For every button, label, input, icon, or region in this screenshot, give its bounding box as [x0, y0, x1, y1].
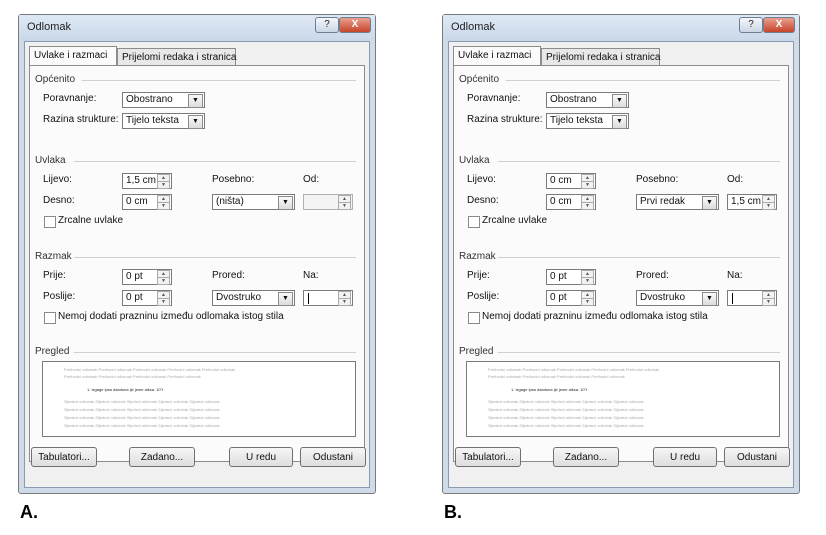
- preview-next-line: Sljedeći odlomak Sljedeći odlomak Sljedeći odlomak Sljedeći odlomak Sljedeći odlomak: [64, 399, 220, 404]
- cancel-button[interactable]: Odustani: [724, 447, 790, 467]
- outline-level-label: Razina strukture:: [467, 114, 543, 125]
- spin-up-icon[interactable]: ▲: [157, 174, 170, 182]
- chevron-down-icon: ▼: [612, 115, 627, 129]
- preview-next-line: Sljedeći odlomak Sljedeći odlomak Sljedeći odlomak Sljedeći odlomak Sljedeći odlomak: [488, 399, 644, 404]
- spin-down-icon[interactable]: ▼: [157, 202, 170, 210]
- paragraph-dialog-b: [442, 14, 800, 494]
- outline-level-value: Tijelo teksta: [126, 115, 179, 126]
- dialog-body: [448, 41, 794, 488]
- spin-up-icon[interactable]: ▲: [581, 291, 594, 299]
- section-indent-heading: Uvlaka: [35, 155, 66, 166]
- preview-next-line: Sljedeći odlomak Sljedeći odlomak Sljedeći odlomak Sljedeći odlomak Sljedeći odlomak: [64, 415, 220, 420]
- tab-line-page-breaks[interactable]: Prijelomi redaka i stranica: [117, 48, 236, 65]
- section-general-heading: Općenito: [459, 74, 500, 85]
- divider: [498, 257, 780, 258]
- preview-main-line: 1. Izgage ipsa datotona ije jeme alksa. 10"I: [511, 387, 588, 392]
- tabs-button[interactable]: Tabulatori...: [455, 447, 521, 467]
- indent-left-label: Lijevo:: [467, 174, 496, 185]
- preview-prev-line: Prethodni odlomak Prethodni odlomak Prethodni odlomak Prethodni odlomak Prethodni odlomak: [64, 367, 236, 372]
- mirror-indents-checkbox[interactable]: [468, 216, 480, 228]
- preview-box: [42, 361, 356, 437]
- indent-right-value: 0 cm: [550, 196, 572, 207]
- indent-left-label: Lijevo:: [43, 174, 72, 185]
- preview-box: [466, 361, 780, 437]
- spacing-before-spinner[interactable]: [122, 269, 172, 285]
- no-space-same-style-checkbox[interactable]: [468, 312, 480, 324]
- indent-by-label: Od:: [303, 174, 320, 185]
- line-spacing-at-label: Na:: [303, 270, 319, 281]
- line-spacing-label: Prored:: [636, 270, 669, 281]
- spacing-before-spinner[interactable]: [546, 269, 596, 285]
- spacing-after-label: Poslije:: [43, 291, 76, 302]
- section-preview-heading: Pregled: [459, 346, 494, 357]
- spacing-before-value: 0 pt: [550, 271, 567, 282]
- text-caret: [732, 293, 733, 304]
- outline-level-select[interactable]: [122, 113, 205, 129]
- indent-left-value: 1,5 cm: [126, 175, 157, 186]
- spacing-after-label: Poslije:: [467, 291, 500, 302]
- figure-label-a: A.: [20, 502, 38, 522]
- spin-down-icon[interactable]: ▼: [157, 298, 170, 306]
- spin-up-icon[interactable]: ▲: [157, 195, 170, 203]
- divider: [82, 80, 356, 81]
- alignment-select[interactable]: [546, 92, 629, 108]
- spin-down-icon[interactable]: ▼: [762, 298, 775, 306]
- chevron-down-icon: ▼: [278, 196, 293, 210]
- outline-level-label: Razina strukture:: [43, 114, 119, 125]
- tab-indents-spacing[interactable]: Uvlake i razmaci: [453, 46, 541, 65]
- alignment-value: Obostrano: [550, 94, 597, 105]
- spin-up-icon[interactable]: ▲: [581, 195, 594, 203]
- tab-indents-spacing[interactable]: Uvlake i razmaci: [29, 46, 117, 65]
- section-spacing-heading: Razmak: [459, 251, 496, 262]
- paragraph-dialog-a: [18, 14, 376, 494]
- chevron-down-icon: ▼: [612, 94, 627, 108]
- indent-left-spinner[interactable]: [546, 173, 596, 189]
- ok-button[interactable]: U redu: [229, 447, 293, 467]
- indent-right-label: Desno:: [467, 195, 499, 206]
- divider: [506, 80, 780, 81]
- spacing-after-value: 0 pt: [550, 292, 567, 303]
- line-spacing-select[interactable]: [212, 290, 295, 306]
- special-indent-value: (ništa): [216, 196, 244, 207]
- spin-up-icon[interactable]: ▲: [581, 270, 594, 278]
- close-button[interactable]: X: [763, 17, 795, 33]
- tab-line-page-breaks[interactable]: Prijelomi redaka i stranica: [541, 48, 660, 65]
- special-indent-select[interactable]: [636, 194, 719, 210]
- indent-right-spinner[interactable]: [546, 194, 596, 210]
- divider: [498, 352, 780, 353]
- spin-up-icon[interactable]: ▲: [157, 291, 170, 299]
- default-button[interactable]: Zadano...: [553, 447, 619, 467]
- spin-up-icon[interactable]: ▲: [338, 291, 351, 299]
- alignment-value: Obostrano: [126, 94, 173, 105]
- preview-next-line: Sljedeći odlomak Sljedeći odlomak Sljedeći odlomak Sljedeći odlomak Sljedeći odlomak: [488, 415, 644, 420]
- mirror-indents-label: Zrcalne uvlake: [58, 215, 124, 226]
- indent-right-spinner[interactable]: [122, 194, 172, 210]
- line-spacing-value: Dvostruko: [640, 292, 686, 303]
- spin-down-icon[interactable]: ▼: [338, 202, 351, 210]
- indent-right-label: Desno:: [43, 195, 75, 206]
- spin-up-icon[interactable]: ▲: [338, 195, 351, 203]
- alignment-label: Poravnanje:: [467, 93, 521, 104]
- dialog-title: Odlomak: [451, 21, 496, 33]
- line-spacing-value: Dvostruko: [216, 292, 262, 303]
- no-space-same-style-checkbox[interactable]: [44, 312, 56, 324]
- tab-panel: [29, 65, 365, 462]
- section-spacing-heading: Razmak: [35, 251, 72, 262]
- special-indent-label: Posebno:: [212, 174, 255, 185]
- indent-by-value: 1,5 cm: [731, 196, 762, 207]
- preview-main-line: 1. Izgage ipsa datotona ije jeme alksa. 10"I: [87, 387, 164, 392]
- spin-down-icon[interactable]: ▼: [581, 181, 594, 189]
- cancel-button[interactable]: Odustani: [300, 447, 366, 467]
- line-spacing-at-spinner[interactable]: [303, 290, 353, 306]
- alignment-select[interactable]: [122, 92, 205, 108]
- mirror-indents-checkbox[interactable]: [44, 216, 56, 228]
- special-indent-value: Prvi redak: [640, 196, 686, 207]
- no-space-same-style-label: Nemoj dodati prazninu između odlomaka istog stila: [482, 311, 708, 322]
- divider: [74, 352, 356, 353]
- spin-up-icon[interactable]: ▲: [762, 195, 775, 203]
- dialog-body: [24, 41, 370, 488]
- mirror-indents-label: Zrcalne uvlake: [482, 215, 548, 226]
- spin-down-icon[interactable]: ▼: [581, 298, 594, 306]
- text-caret: [308, 293, 309, 304]
- spacing-after-spinner[interactable]: [122, 290, 172, 306]
- tab-panel: [453, 65, 789, 462]
- spin-down-icon[interactable]: ▼: [581, 277, 594, 285]
- preview-prev-line: Prethodni odlomak Prethodni odlomak Prethodni odlomak Prethodni odlomak: [488, 374, 625, 379]
- spacing-before-label: Prije:: [467, 270, 490, 281]
- dialog-title: Odlomak: [27, 21, 72, 33]
- divider: [74, 161, 356, 162]
- preview-prev-line: Prethodni odlomak Prethodni odlomak Prethodni odlomak Prethodni odlomak: [64, 374, 201, 379]
- indent-by-spinner[interactable]: [303, 194, 353, 210]
- preview-next-line: Sljedeći odlomak Sljedeći odlomak Sljedeći odlomak Sljedeći odlomak Sljedeći odlomak: [488, 423, 644, 428]
- default-button[interactable]: Zadano...: [129, 447, 195, 467]
- indent-left-value: 0 cm: [550, 175, 572, 186]
- alignment-label: Poravnanje:: [43, 93, 97, 104]
- outline-level-value: Tijelo teksta: [550, 115, 603, 126]
- divider: [498, 161, 780, 162]
- indent-right-value: 0 cm: [126, 196, 148, 207]
- spin-down-icon[interactable]: ▼: [157, 277, 170, 285]
- indent-by-label: Od:: [727, 174, 744, 185]
- section-general-heading: Općenito: [35, 74, 76, 85]
- preview-prev-line: Prethodni odlomak Prethodni odlomak Prethodni odlomak Prethodni odlomak Prethodni odlomak: [488, 367, 660, 372]
- close-button[interactable]: X: [339, 17, 371, 33]
- help-button[interactable]: ?: [315, 17, 339, 33]
- divider: [74, 257, 356, 258]
- spacing-after-spinner[interactable]: [546, 290, 596, 306]
- spin-down-icon[interactable]: ▼: [581, 202, 594, 210]
- spacing-before-value: 0 pt: [126, 271, 143, 282]
- no-space-same-style-label: Nemoj dodati prazninu između odlomaka istog stila: [58, 311, 284, 322]
- title-bar: [19, 15, 375, 41]
- preview-next-line: Sljedeći odlomak Sljedeći odlomak Sljedeći odlomak Sljedeći odlomak Sljedeći odlomak: [64, 407, 220, 412]
- ok-button[interactable]: U redu: [653, 447, 717, 467]
- spin-down-icon[interactable]: ▼: [338, 298, 351, 306]
- line-spacing-select[interactable]: [636, 290, 719, 306]
- spacing-after-value: 0 pt: [126, 292, 143, 303]
- indent-by-spinner[interactable]: [727, 194, 777, 210]
- chevron-down-icon: ▼: [188, 94, 203, 108]
- chevron-down-icon: ▼: [278, 292, 293, 306]
- tabs-button[interactable]: Tabulatori...: [31, 447, 97, 467]
- help-button[interactable]: ?: [739, 17, 763, 33]
- special-indent-label: Posebno:: [636, 174, 679, 185]
- chevron-down-icon: ▼: [702, 292, 717, 306]
- title-bar: [443, 15, 799, 41]
- line-spacing-label: Prored:: [212, 270, 245, 281]
- outline-level-select[interactable]: [546, 113, 629, 129]
- spin-up-icon[interactable]: ▲: [581, 174, 594, 182]
- spin-down-icon[interactable]: ▼: [762, 202, 775, 210]
- line-spacing-at-spinner[interactable]: [727, 290, 777, 306]
- chevron-down-icon: ▼: [702, 196, 717, 210]
- spin-up-icon[interactable]: ▲: [762, 291, 775, 299]
- line-spacing-at-label: Na:: [727, 270, 743, 281]
- preview-next-line: Sljedeći odlomak Sljedeći odlomak Sljedeći odlomak Sljedeći odlomak Sljedeći odlomak: [488, 407, 644, 412]
- spin-up-icon[interactable]: ▲: [157, 270, 170, 278]
- indent-left-spinner[interactable]: [122, 173, 172, 189]
- preview-next-line: Sljedeći odlomak Sljedeći odlomak Sljedeći odlomak Sljedeći odlomak Sljedeći odlomak: [64, 423, 220, 428]
- figure-label-b: B.: [444, 502, 462, 522]
- chevron-down-icon: ▼: [188, 115, 203, 129]
- spin-down-icon[interactable]: ▼: [157, 181, 170, 189]
- spacing-before-label: Prije:: [43, 270, 66, 281]
- section-preview-heading: Pregled: [35, 346, 70, 357]
- special-indent-select[interactable]: [212, 194, 295, 210]
- section-indent-heading: Uvlaka: [459, 155, 490, 166]
